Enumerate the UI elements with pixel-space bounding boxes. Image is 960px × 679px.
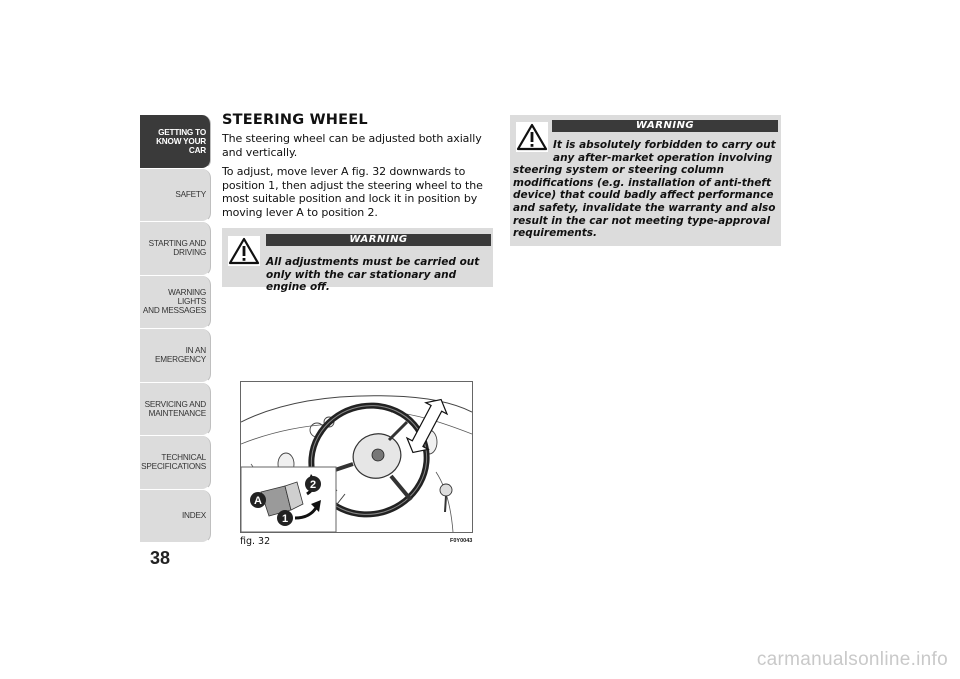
warning-text: [513, 139, 778, 240]
tab-label: WARNING LIGHTS AND MESSAGES: [142, 288, 206, 316]
tab-in-an-emergency[interactable]: [140, 329, 211, 383]
tab-label: SAFETY: [175, 190, 206, 200]
tab-technical-specifications[interactable]: [140, 436, 211, 490]
tab-getting-to-know-your-car[interactable]: [140, 115, 211, 169]
warning-text: All adjustments must be carried out only with the car stationary and engine off.: [266, 256, 480, 294]
tab-label: SERVICING AND MAINTENANCE: [144, 399, 206, 418]
warning-box-adjustment: [222, 228, 493, 294]
warning-text-lead: It is absolutely forbidden to carry out any after-market operation involving: [553, 139, 776, 164]
tab-label: STARTING AND DRIVING: [148, 239, 206, 258]
chapter-tabs: [140, 115, 211, 543]
watermark: carmanualsonline.info: [756, 649, 948, 670]
figure-steering-wheel: [240, 381, 473, 533]
section-title: STEERING WHEEL: [222, 112, 368, 128]
tab-label: IN AN EMERGENCY: [155, 346, 206, 365]
warning-triangle-icon: [228, 236, 260, 266]
label-position-2: 2: [309, 479, 317, 491]
warning-header: WARNING: [266, 234, 491, 246]
tab-warning-lights[interactable]: [140, 276, 211, 330]
steering-wheel-illustration: [241, 382, 472, 532]
figure-code: F0Y0043: [450, 538, 473, 544]
tab-starting-and-driving[interactable]: [140, 222, 211, 276]
label-position-1: 1: [281, 513, 289, 525]
warning-box-aftermarket: [510, 115, 781, 246]
tab-label: TECHNICAL SPECIFICATIONS: [141, 453, 206, 472]
warning-text-rest: steering system or steering column modifications (e.g. installation of anti-theft device) that could badly affect performance and safety, invalidate the warranty and also result in the car not meeting type-approval requirements.: [513, 164, 776, 240]
steering-section: [222, 112, 494, 225]
paragraph-2: To adjust, move lever A fig. 32 downwards to position 1, then adjust the steering wheel to the most suitable position and lock it in position by moving lever A to position 2.: [222, 165, 483, 219]
tab-servicing[interactable]: [140, 383, 211, 437]
label-lever-a: A: [254, 495, 262, 507]
tab-index[interactable]: [140, 490, 211, 544]
warning-header: WARNING: [552, 120, 778, 132]
page-number: 38: [150, 548, 171, 568]
tab-label: GETTING TO KNOW YOUR CAR: [156, 127, 206, 155]
tab-label: INDEX: [181, 511, 206, 521]
figure-caption: fig. 32: [240, 536, 271, 547]
tab-safety[interactable]: [140, 169, 211, 223]
paragraph-1: The steering wheel can be adjusted both axially and vertically.: [222, 132, 482, 159]
